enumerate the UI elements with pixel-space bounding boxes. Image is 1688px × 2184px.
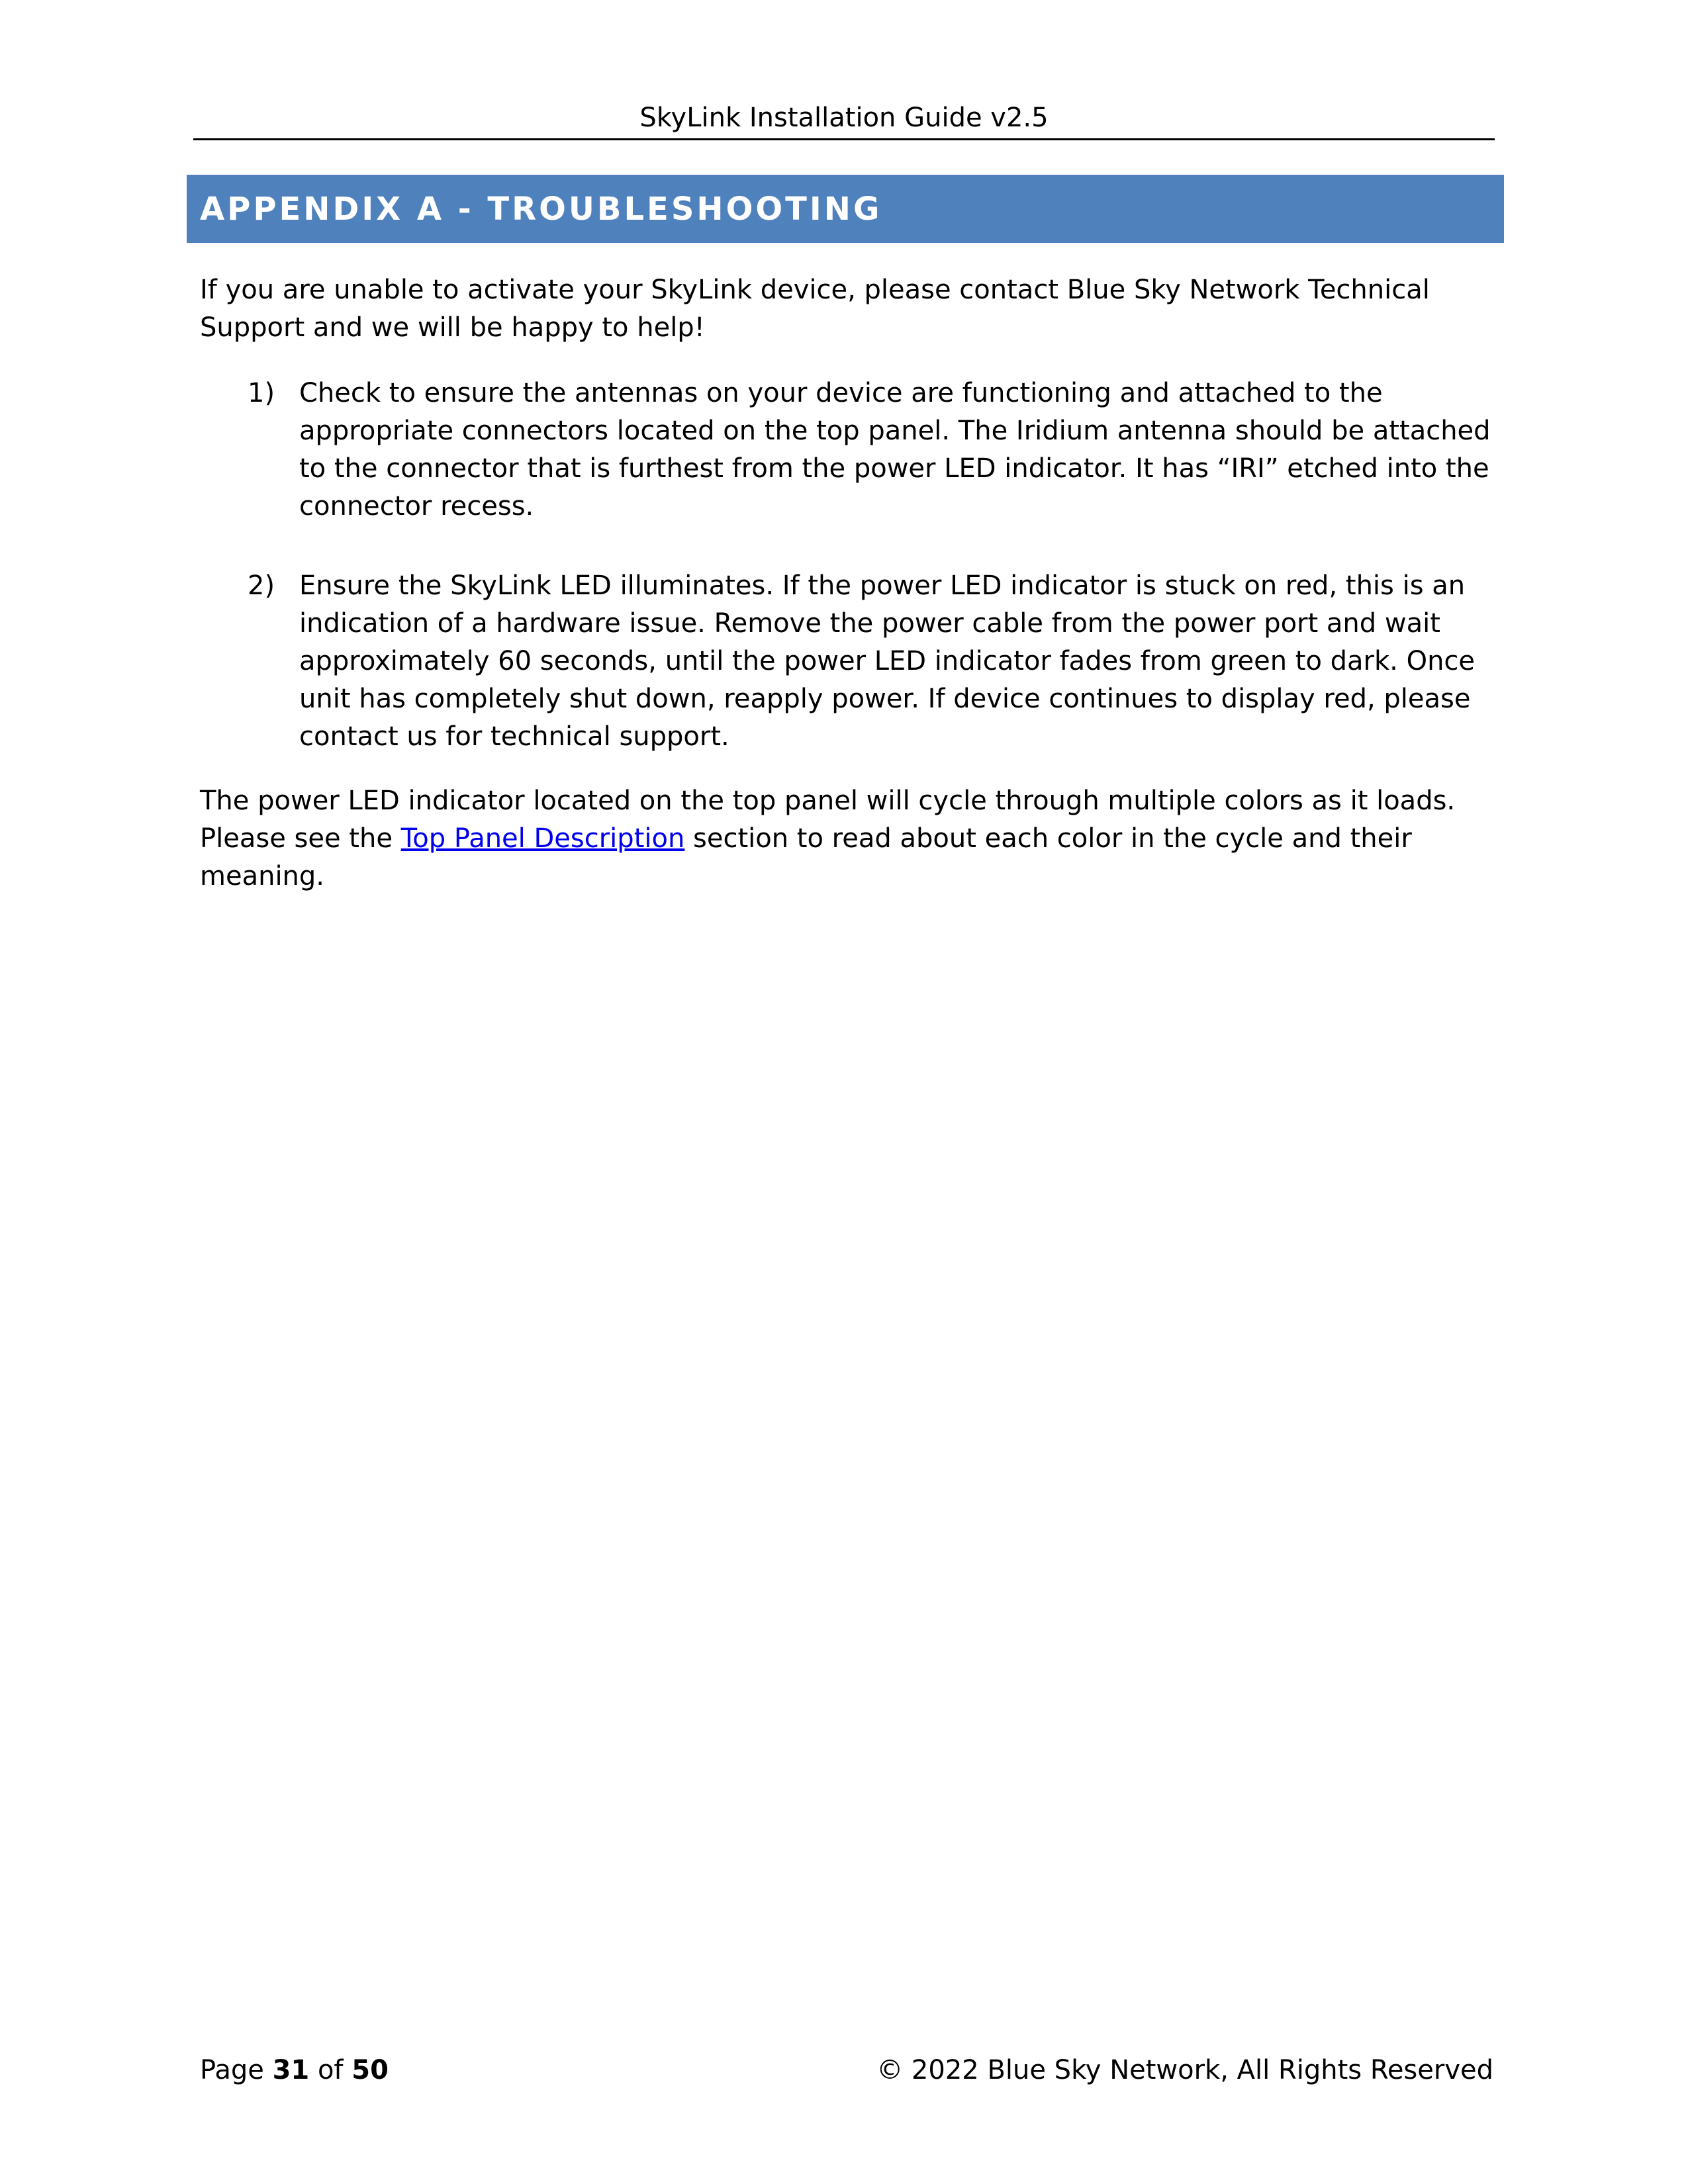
outro-paragraph: [200, 782, 1497, 895]
page-current: 31: [272, 2055, 310, 2085]
list-item-text: Ensure the SkyLink LED illuminates. If the power LED indicator is stuck on red, this is an indication of a hardware issue. Remove the power cable from the power port and wait approximately 60 seconds, until the power LED indicator fades from green to dark. Once unit has completely shut down, reapply power. If device continues to display red, please contact us for technical support.: [299, 570, 1476, 752]
intro-paragraph: If you are unable to activate your SkyLink device, please contact Blue Sky Network Technical Support and we will be happy to help!: [200, 275, 1430, 343]
outro-text-before-link: The power LED indicator located on the top panel will cycle through multiple colors as it loads. Please see the: [200, 786, 1456, 854]
page-total: 50: [352, 2055, 389, 2085]
list-item-number: 1): [248, 378, 275, 408]
section-title: APPENDIX A - TROUBLESHOOTING: [200, 190, 882, 228]
header-divider: [193, 138, 1495, 140]
page-header-title: SkyLink Installation Guide v2.5: [639, 103, 1049, 133]
of-label: of: [317, 2055, 344, 2085]
list-item-number: 2): [248, 570, 275, 601]
section-banner: [187, 175, 1504, 243]
copyright-notice: © 2022 Blue Sky Network, All Rights Reserved: [876, 2055, 1493, 2085]
top-panel-description-link[interactable]: Top Panel Description: [400, 823, 685, 854]
list-item: [200, 567, 1497, 756]
page-number: [200, 2052, 389, 2089]
page-label: Page: [200, 2055, 264, 2085]
list-item: [200, 375, 1497, 525]
outro-text-after-link: section to read about each color in the cycle and their meaning.: [200, 823, 1412, 891]
list-item-text: Check to ensure the antennas on your device are functioning and attached to the appropriate connectors located on the top panel. The Iridium antenna should be attached to the connector that is furthest from the power LED indicator. It has “IRI” etched into the connector recess.: [299, 378, 1491, 522]
